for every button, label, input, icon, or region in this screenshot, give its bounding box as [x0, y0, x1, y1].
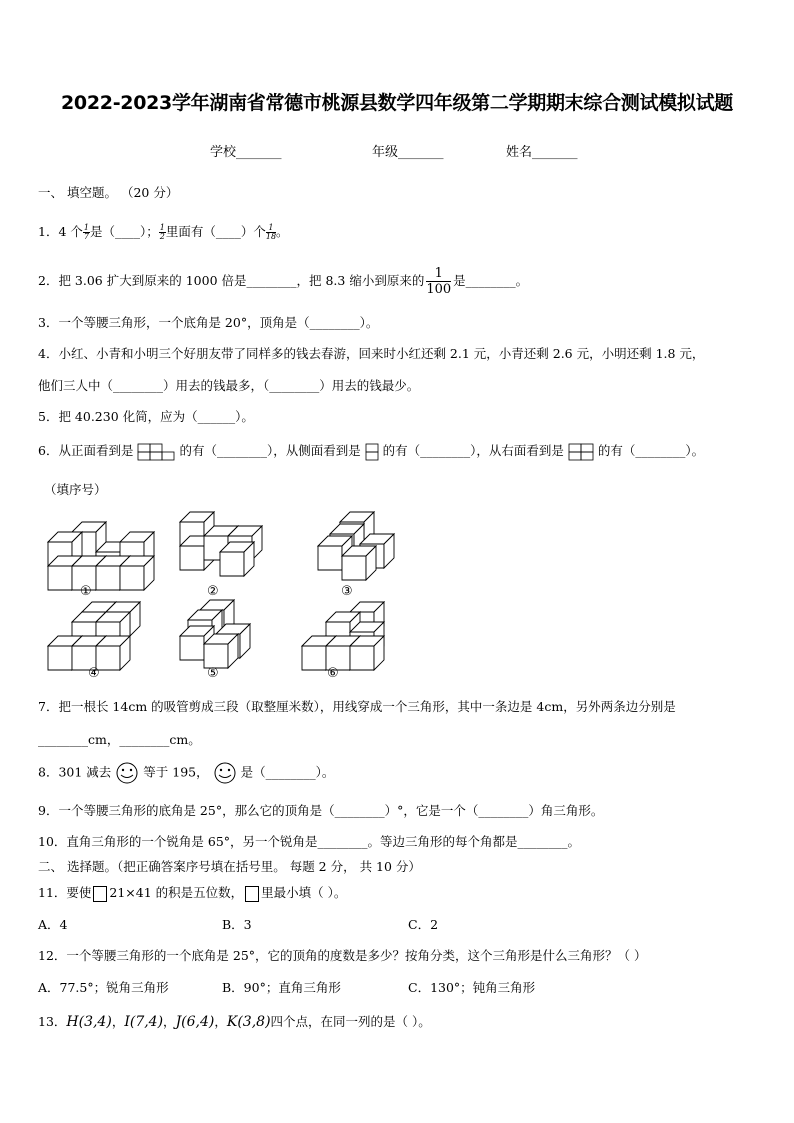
point-i: I(7,4) — [124, 1014, 164, 1030]
frac-den: 100 — [426, 282, 452, 297]
question-12: 12．一个等腰三角形的一个底角是 25°，它的顶角的度数是多少？按角分类，这个三角形是什么三角形？（ ） — [38, 948, 647, 963]
q13-text-b: 四个点，在同一列的是（ ）。 — [270, 1014, 431, 1029]
frac-den: 2 — [159, 232, 165, 241]
smiley-face-icon — [213, 762, 237, 784]
q11-text-c: 里最小填（ ）。 — [261, 885, 347, 900]
q12-option-b[interactable]: B．90°；直角三角形 — [222, 980, 341, 995]
q11-text-b: 21×41 的积是五位数， — [109, 885, 244, 900]
q8-text-a: 8．301 减去 — [38, 764, 112, 780]
q11-option-c[interactable]: C．2 — [408, 917, 439, 932]
school-field[interactable]: 学校_______ — [210, 145, 282, 160]
question-4-line-2: 他们三人中（________）用去的钱最多，（________）用去的钱最少。 — [38, 378, 420, 393]
question-11 — [38, 883, 346, 902]
figure-1 — [48, 522, 154, 590]
fraction-1-7 — [83, 224, 90, 241]
q11-option-a[interactable]: A．4 — [38, 917, 68, 932]
front-view-icon — [137, 443, 175, 461]
figure-label-4: ④ — [88, 666, 100, 681]
grade-field[interactable]: 年级_______ — [372, 145, 444, 160]
q11-option-b[interactable]: B．3 — [222, 917, 252, 932]
q1-text-b: 是（____）； — [89, 224, 159, 239]
figure-label-2: ② — [207, 584, 219, 599]
section-1-heading: 一、 填空题。 （20 分） — [38, 185, 179, 200]
q1-text-d: 。 — [276, 224, 289, 239]
frac-den: 18 — [265, 232, 277, 241]
q11-text-a: 11．要使 — [38, 885, 92, 900]
frac-den: 7 — [83, 232, 89, 241]
frac-num: 1 — [159, 223, 165, 232]
figure-label-3: ③ — [341, 584, 353, 599]
blank-box-icon — [93, 886, 107, 902]
point-k: K(3,8) — [226, 1014, 271, 1030]
right-view-icon — [568, 443, 594, 461]
q8-text-c: 是（________）。 — [240, 764, 335, 780]
separator: ， — [163, 1014, 176, 1029]
figure-label-6: ⑥ — [327, 666, 339, 681]
frac-num: 1 — [426, 266, 451, 282]
cube-figures — [40, 510, 740, 685]
q6-text-d: 的有（________）。 — [597, 443, 705, 458]
frac-num: 1 — [266, 224, 276, 233]
blank-box-icon — [245, 886, 259, 902]
fraction-1-18 — [266, 224, 276, 241]
question-1 — [38, 222, 289, 241]
name-field[interactable]: 姓名_______ — [506, 145, 578, 160]
q1-text-c: 里面有（____）个 — [165, 224, 266, 239]
question-5: 5．把 40.230 化简，应为（______）。 — [38, 409, 254, 424]
frac-num: 1 — [83, 223, 89, 232]
figure-4 — [48, 602, 140, 670]
figure-3 — [318, 512, 394, 580]
side-view-icon — [365, 443, 379, 461]
smiley-face-icon — [115, 762, 139, 784]
q13-text-a: 13． — [38, 1014, 67, 1029]
separator: ， — [111, 1014, 125, 1029]
point-j: J(6,4) — [175, 1014, 215, 1030]
q6-text-b: 的有（________），从侧面看到是 — [179, 443, 361, 458]
question-3: 3．一个等腰三角形，一个底角是 20°，顶角是（________）。 — [38, 315, 379, 330]
figure-5 — [180, 600, 250, 668]
question-10: 10．直角三角形的一个锐角是 65°，另一个锐角是________。等边三角形的每个角都是________。 — [38, 834, 581, 849]
q12-option-a[interactable]: A．77.5°；锐角三角形 — [38, 980, 169, 995]
q6-text-a: 6．从正面看到是 — [38, 443, 134, 458]
question-8 — [38, 762, 334, 784]
question-7-line-2: ________cm，________cm。 — [38, 732, 201, 747]
figure-2 — [180, 512, 262, 576]
q1-text-a: 1．4 个 — [38, 224, 83, 239]
point-h: H(3,4) — [66, 1014, 112, 1030]
figure-6 — [302, 602, 384, 670]
fraction-1-2 — [159, 224, 166, 241]
figure-label-5: ⑤ — [207, 666, 219, 681]
section-2-heading: 二、 选择题。（把正确答案序号填在括号里。 每题 2 分， 共 10 分） — [38, 859, 421, 874]
fraction-1-100 — [426, 266, 451, 297]
question-4-line-1: 4．小红、小青和小明三个好朋友带了同样多的钱去春游，回来时小红还剩 2.1 元，小青还剩 2.6 元，小明还剩 1.8 元， — [38, 346, 705, 361]
question-6 — [38, 441, 704, 461]
q6-text-c: 的有（________），从右面看到是 — [382, 443, 564, 458]
q2-text-b: 是________。 — [453, 273, 529, 288]
figure-label-1: ① — [80, 584, 92, 599]
page-title: 2022-2023学年湖南省常德市桃源县数学四年级第二学期期末综合测试模拟试题 — [61, 92, 733, 114]
question-13 — [38, 1012, 431, 1030]
q8-text-b: 等于 195， — [143, 764, 209, 780]
question-6-note: （填序号） — [44, 482, 107, 497]
question-9: 9．一个等腰三角形的底角是 25°，那么它的顶角是（________）°，它是一个（________）角三角形。 — [38, 803, 604, 818]
question-7-line-1: 7．把一根长 14cm 的吸管剪成三段（取整厘米数），用线穿成一个三角形，其中一条边是 4cm，另外两条边分别是 — [38, 699, 676, 714]
separator: ， — [214, 1014, 227, 1029]
q2-text-a: 2．把 3.06 扩大到原来的 1000 倍是________，把 8.3 缩小到原来的 — [38, 273, 425, 288]
q12-option-c[interactable]: C．130°；钝角三角形 — [408, 980, 536, 995]
question-2 — [38, 266, 528, 297]
